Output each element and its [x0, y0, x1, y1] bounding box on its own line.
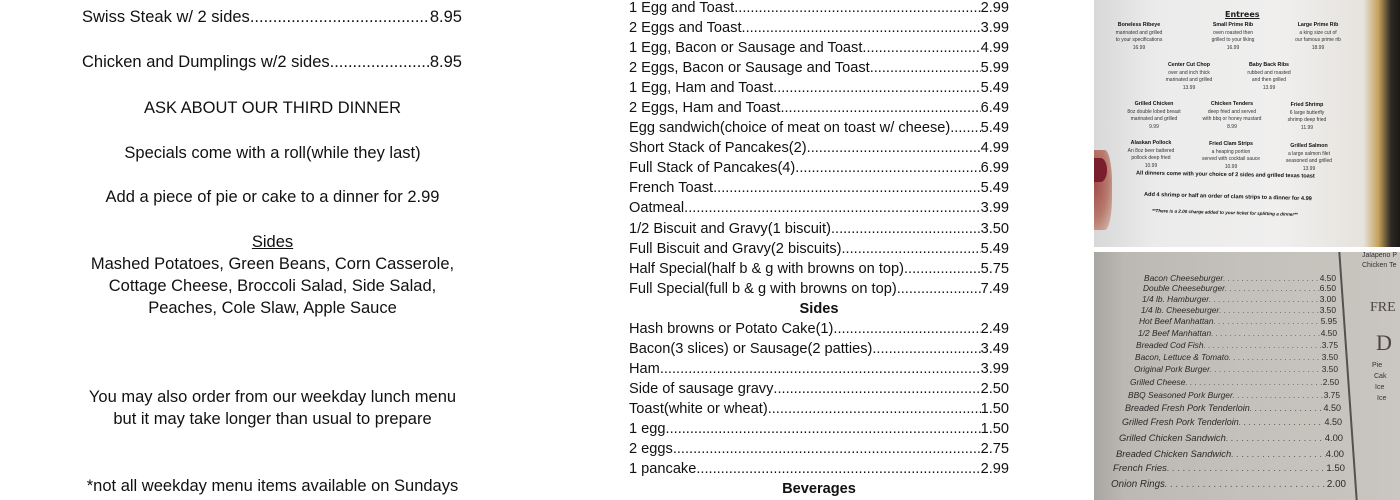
entree-desc: to your specifications [1115, 37, 1163, 43]
item-name: 1 Egg, Bacon or Sausage and Toast [629, 40, 863, 57]
side-item [629, 439, 1009, 459]
lunch-note-line: You may also order from our weekday lunch menu [88, 388, 457, 406]
item-name: Onion Rings [1111, 479, 1165, 490]
item-price: 3.50 [1319, 305, 1336, 315]
item-price: 4.00 [1325, 448, 1344, 459]
sandwich-item [1119, 432, 1343, 443]
entree-item [1197, 101, 1267, 131]
leader-dots [768, 399, 981, 419]
leader-dots [1239, 417, 1325, 427]
item-name: 1/4 lb. Hamburger [1142, 294, 1210, 304]
sandwich-item [1134, 364, 1338, 374]
sandwich-item [1141, 305, 1336, 315]
sides-heading: Sides [251, 233, 294, 251]
entrees-menu-photo [1094, 0, 1400, 247]
entree-name: Grilled Chicken [1134, 101, 1174, 107]
item-name: 1/2 Biscuit and Gravy(1 biscuit) [629, 220, 831, 237]
item-price: 8.95 [429, 8, 462, 26]
item-price: 5.49 [980, 120, 1009, 137]
leader-dots [1223, 273, 1320, 283]
entree-item [1154, 62, 1224, 92]
entrees-title: Entrees [1225, 10, 1260, 19]
item-price: 1.50 [980, 400, 1009, 417]
leader-dots [1250, 403, 1324, 413]
entree-name: Fried Shrimp [1290, 102, 1324, 108]
lunch-note-line: but it may take longer than usual to prepare [113, 410, 432, 428]
leader-dots [833, 319, 980, 339]
item-price: 4.00 [1324, 432, 1343, 443]
leader-dots [742, 18, 981, 38]
leader-dots [897, 279, 981, 299]
item-name: French Fries [1113, 463, 1167, 474]
leader-dots [1204, 340, 1322, 350]
item-name: BBQ Seasoned Pork Burger [1128, 390, 1233, 400]
item-price: 3.49 [980, 340, 1009, 357]
sandwich-menu-photo [1094, 252, 1400, 500]
right-column-fragment: D [1376, 330, 1392, 355]
leader-dots [773, 379, 980, 399]
item-price: 6.49 [980, 100, 1009, 117]
item-price: 3.75 [1323, 390, 1340, 400]
right-column-fragment: Ice [1377, 395, 1387, 402]
item-name: 1/4 lb. Cheeseburger [1141, 305, 1220, 315]
item-price: 4.50 [1319, 273, 1336, 283]
entree-desc: marinated and grilled [1165, 77, 1213, 83]
sandwich-item [1128, 390, 1340, 400]
entree-item [1104, 22, 1174, 52]
item-name: Bacon Cheeseburger [1144, 273, 1224, 283]
item-price: 2.75 [980, 441, 1009, 458]
menu-item [629, 198, 1009, 218]
leader-dots [807, 138, 981, 158]
shrimp-addon-note: Add 4 shrimp or half an order of clam strips to a dinner for 4.99 [1143, 191, 1312, 203]
leader-dots [872, 339, 980, 359]
item-name: Short Stack of Pancakes(2) [629, 140, 807, 157]
menu-item [629, 118, 1009, 138]
leader-dots [1231, 448, 1326, 459]
side-item [629, 459, 1009, 479]
menu-item [629, 0, 1009, 18]
item-price: 2.50 [980, 380, 1009, 397]
item-name: Original Pork Burger [1134, 364, 1210, 374]
leader-dots [862, 38, 980, 58]
item-price: 5.49 [980, 240, 1009, 257]
roll-note: Specials come with a roll(while they last) [124, 144, 421, 162]
item-name: 2 Eggs, Bacon or Sausage and Toast [629, 60, 870, 77]
entree-desc: An 8oz beer battered [1127, 147, 1175, 154]
entree-item [1274, 143, 1344, 173]
pie-note: Add a piece of pie or cake to a dinner for 2.99 [105, 188, 440, 206]
item-price: 3.75 [1321, 340, 1338, 350]
item-name: Chicken and Dumplings w/2 sides [82, 53, 330, 71]
item-price: 4.50 [1324, 417, 1342, 427]
sandwich-item [1144, 273, 1336, 283]
entree-desc: a king size cut of [1299, 29, 1337, 36]
item-price: 3.00 [1319, 294, 1336, 304]
leader-dots [673, 439, 981, 459]
breakfast-menu-panel [545, 0, 1093, 500]
item-name: 1/2 Beef Manhattan [1138, 328, 1212, 338]
item-name: Toast(white or wheat) [629, 400, 768, 417]
entree-desc: pollock deep fried [1131, 155, 1171, 161]
right-column-fragment: Chicken Te [1362, 262, 1397, 269]
entree-name: Baby Back Ribs [1248, 62, 1290, 68]
item-name: Breaded Fresh Pork Tenderloin [1125, 403, 1250, 413]
sandwich-item [1113, 463, 1345, 474]
sides-line: Cottage Cheese, Broccoli Salad, Side Salad, [108, 277, 437, 295]
item-price: 3.50 [1321, 364, 1338, 374]
sides-heading: Sides [799, 300, 839, 317]
leader-dots [1209, 294, 1320, 304]
item-price: 5.49 [980, 180, 1009, 197]
leader-dots [696, 459, 980, 479]
item-price: 2.50 [1322, 377, 1339, 387]
leader-dots [1185, 377, 1322, 387]
leader-dots [1219, 305, 1319, 315]
item-name: 1 egg [629, 420, 666, 437]
entree-item [1116, 140, 1186, 170]
right-column-fragment: FRE [1370, 300, 1396, 315]
entree-price: 10.99 [1144, 162, 1158, 169]
entree-desc: marinated and grilled [1130, 116, 1178, 122]
item-price: 7.49 [980, 280, 1009, 297]
item-name: Breaded Chicken Sandwich [1116, 448, 1232, 459]
entree-price: 8.99 [1227, 123, 1237, 130]
entree-name: Alaskan Pollock [1130, 140, 1172, 146]
sandwich-item [1135, 352, 1338, 362]
leader-dots [780, 98, 980, 118]
entree-item [1234, 62, 1304, 92]
sandwich-item [1142, 294, 1336, 304]
leader-dots [1210, 364, 1322, 374]
item-name: Full Stack of Pancakes(4) [629, 160, 796, 177]
entree-desc: grilled to your liking [1211, 37, 1255, 43]
leader-dots [330, 53, 430, 72]
leader-dots [660, 359, 981, 379]
item-price: 2.99 [980, 0, 1009, 16]
entree-desc: served with cocktail sauce [1201, 156, 1261, 162]
item-price: 6.50 [1319, 283, 1336, 293]
sunday-specials-panel [0, 0, 545, 500]
side-item [629, 399, 1009, 419]
entree-name: Large Prime Rib [1297, 22, 1339, 28]
entree-desc: a heaping portion [1211, 148, 1251, 155]
entree-name: Chicken Tenders [1210, 101, 1254, 107]
sandwich-item [1125, 403, 1341, 413]
breakfast-list [629, 0, 1009, 499]
entree-item [1272, 102, 1342, 132]
right-column-fragment: Cak [1374, 373, 1387, 380]
entree-price: 13.99 [1182, 84, 1196, 91]
menu-item [629, 259, 1009, 279]
entree-item [1196, 141, 1266, 171]
right-column-fragment: Ice [1375, 384, 1385, 391]
item-price: 5.95 [1320, 316, 1337, 326]
leader-dots [713, 178, 981, 198]
menu-item [629, 18, 1009, 38]
entree-price: 16.99 [1132, 44, 1146, 51]
leader-dots [950, 118, 980, 138]
special-item [82, 53, 462, 72]
item-price: 1.50 [980, 420, 1009, 437]
item-name: 2 Eggs, Ham and Toast [629, 100, 781, 117]
entree-desc: deep fried and served [1207, 108, 1257, 115]
item-name: Grilled Fresh Pork Tenderloin [1122, 417, 1239, 427]
entree-name: Fried Clam Strips [1209, 141, 1253, 147]
menu-item [629, 138, 1009, 158]
sandwich-item [1138, 328, 1337, 338]
leader-dots [1229, 352, 1322, 362]
menu-item [629, 98, 1009, 118]
item-price: 2.00 [1326, 479, 1346, 490]
sandwich-item [1130, 377, 1339, 387]
leader-dots [904, 259, 981, 279]
item-name: Grilled Cheese [1130, 377, 1186, 387]
special-item [82, 8, 462, 27]
item-name: Bacon, Lettuce & Tomato [1135, 352, 1229, 362]
item-name: 2 Eggs and Toast [629, 20, 742, 37]
entree-desc: rubbed and roasted [1247, 69, 1291, 76]
item-price: 3.99 [980, 200, 1009, 217]
leader-dots [1233, 390, 1324, 400]
leader-dots [250, 8, 430, 27]
entree-name: Grilled Salmon [1290, 143, 1328, 149]
item-name: Swiss Steak w/ 2 sides [82, 8, 250, 26]
entree-price: 18.99 [1311, 44, 1325, 51]
side-item [629, 359, 1009, 379]
leader-dots [1225, 283, 1320, 293]
sandwich-item [1116, 448, 1344, 459]
item-price: 2.99 [980, 461, 1009, 478]
entree-desc: with bbq or honey mustard [1202, 116, 1262, 122]
item-price: 4.99 [980, 40, 1009, 57]
menu-item [629, 219, 1009, 239]
menu-item [629, 58, 1009, 78]
entree-item [1283, 22, 1353, 52]
item-price: 4.50 [1320, 328, 1337, 338]
item-name: Side of sausage gravy [629, 380, 774, 397]
menu-item [629, 158, 1009, 178]
right-column-fragment: Pie [1372, 362, 1383, 369]
entree-desc: and then grilled [1251, 77, 1287, 83]
leader-dots [734, 0, 980, 18]
right-column-fragment: Jalapeno P [1362, 252, 1398, 259]
item-name: 2 eggs [629, 441, 673, 458]
leader-dots [666, 419, 981, 439]
item-name: Bacon(3 slices) or Sausage(2 patties) [629, 340, 873, 357]
leader-dots [773, 78, 980, 98]
entree-desc: seasoned and grilled [1285, 158, 1333, 164]
side-item [629, 339, 1009, 359]
leader-dots [1214, 316, 1321, 326]
sandwich-item [1143, 283, 1336, 293]
entree-name: Center Cut Chop [1167, 62, 1211, 68]
item-price: 5.49 [980, 80, 1009, 97]
entree-price: 13.99 [1302, 165, 1316, 172]
leader-dots [831, 219, 981, 239]
sandwich-item [1139, 316, 1337, 326]
item-price: 3.50 [1321, 352, 1338, 362]
entree-desc: marinated and grilled [1115, 29, 1163, 36]
sandwich-item [1122, 417, 1342, 427]
entree-name: Small Prime Rib [1212, 22, 1254, 28]
sides-line: Peaches, Cole Slaw, Apple Sauce [148, 299, 397, 317]
sandwich-item [1136, 340, 1338, 350]
leader-dots [795, 158, 980, 178]
menu-item [629, 78, 1009, 98]
item-name: Full Special(full b & g with browns on top) [629, 280, 897, 297]
item-name: 1 Egg and Toast [629, 0, 735, 16]
item-name: 1 pancake [629, 461, 697, 478]
leader-dots [842, 239, 981, 259]
menu-item [629, 178, 1009, 198]
side-item [629, 419, 1009, 439]
entree-price: 11.99 [1300, 124, 1314, 131]
entree-item [1119, 101, 1189, 131]
item-name: Half Special(half b & g with browns on top) [629, 260, 904, 277]
third-dinner-note: ASK ABOUT OUR THIRD DINNER [143, 99, 401, 117]
item-price: 3.50 [980, 220, 1009, 237]
side-item [629, 319, 1009, 339]
item-price: 3.99 [980, 20, 1009, 37]
item-name: 1 Egg, Ham and Toast [629, 80, 774, 97]
entree-desc: 8oz double lobed breast [1127, 108, 1181, 115]
item-name: Full Biscuit and Gravy(2 biscuits) [629, 240, 842, 257]
leader-dots [1165, 479, 1327, 490]
item-price: 6.99 [980, 160, 1009, 177]
item-price: 3.99 [980, 360, 1009, 377]
item-price: 4.50 [1323, 403, 1341, 413]
leader-dots [684, 198, 980, 218]
item-name: Grilled Chicken Sandwich [1119, 432, 1226, 443]
item-name: French Toast [629, 180, 714, 197]
entree-desc: shrimp deep fried [1287, 117, 1327, 123]
split-charge-note: **There is a 2.00 charge added to your ticket for splitting a dinner** [1151, 208, 1298, 217]
item-price: 2.49 [980, 320, 1009, 337]
entree-desc: a large salmon filet [1288, 150, 1330, 157]
fingernail [1094, 158, 1107, 182]
entree-desc: oven roasted then [1212, 29, 1254, 36]
item-name: Hash browns or Potato Cake(1) [629, 320, 834, 337]
item-price: 8.95 [429, 53, 462, 71]
entree-name: Boneless Ribeye [1117, 22, 1161, 28]
leader-dots [1167, 463, 1326, 474]
item-price: 1.50 [1326, 463, 1345, 474]
item-price: 5.99 [980, 60, 1009, 77]
entree-price: 10.99 [1224, 163, 1238, 170]
entree-desc: over and inch thick [1168, 69, 1210, 76]
sunday-availability-note: *not all weekday menu items available on Sundays [86, 477, 459, 495]
item-name: Hot Beef Manhattan [1139, 316, 1214, 326]
item-name: Egg sandwich(choice of meat on toast w/ cheese) [629, 120, 951, 137]
entree-desc: 6 large butterfly [1289, 109, 1325, 116]
menu-item [629, 239, 1009, 259]
leader-dots [870, 58, 981, 78]
item-name: Oatmeal [629, 200, 685, 217]
item-name: Ham [629, 360, 660, 377]
item-name: Double Cheeseburger [1143, 283, 1225, 293]
entree-desc: our famous prime rib [1295, 37, 1341, 43]
menu-item [629, 38, 1009, 58]
side-item [629, 379, 1009, 399]
entree-price: 13.99 [1262, 84, 1276, 91]
beverages-heading: Beverages [782, 481, 856, 498]
item-name: Breaded Cod Fish [1136, 340, 1204, 350]
leader-dots [1211, 328, 1321, 338]
sandwich-item [1111, 479, 1346, 490]
item-price: 5.75 [980, 260, 1009, 277]
entree-price: 16.99 [1226, 44, 1240, 51]
dinner-sides-note: All dinners come with your choice of 2 sides and grilled texas toast [1135, 170, 1315, 180]
item-price: 4.99 [980, 140, 1009, 157]
sides-line: Mashed Potatoes, Green Beans, Corn Casserole, [90, 255, 455, 273]
leader-dots [1226, 432, 1325, 443]
entree-price: 9.99 [1149, 123, 1159, 130]
entree-item [1198, 22, 1268, 52]
menu-item [629, 279, 1009, 299]
